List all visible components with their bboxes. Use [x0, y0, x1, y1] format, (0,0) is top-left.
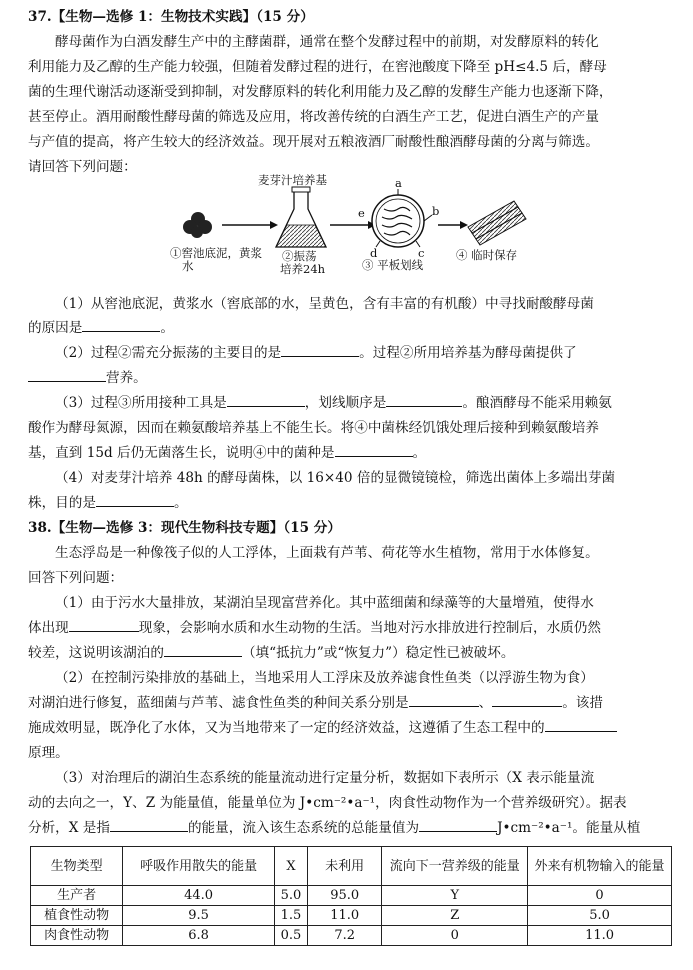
answer-blank[interactable]	[409, 692, 479, 707]
table-cell: 0	[382, 926, 528, 946]
energy-flow-table	[30, 846, 672, 946]
table-row	[31, 906, 672, 926]
q37-intro-line: 利用能力及乙醇的生产能力较强，但随着发酵过程的进行，在窖池酸度下降至 pH≤4.5 后，酵母	[28, 59, 607, 75]
step2-label-line2: 培养24h	[280, 262, 326, 276]
q37-4-line1: （4）对麦芽汁培养 48h 的酵母菌株，以 16×40 倍的显微镜镜检，筛选出菌体上多端出芽菌	[55, 470, 616, 486]
step1-label-line2: 水	[182, 259, 194, 273]
yeast-screening-diagram	[170, 173, 530, 276]
table-header-row	[31, 847, 672, 886]
table-header-cell: 生物类型	[31, 847, 123, 886]
q37-2-line2: 营养。	[28, 367, 668, 389]
answer-blank[interactable]	[110, 817, 188, 832]
flask-icon	[276, 187, 326, 247]
table-cell: 11.0	[528, 926, 672, 946]
q38-intro-line: 生态浮岛是一种像筏子似的人工浮体，上面栽有芦苇、荷花等水生植物，常用于水体修复。	[55, 545, 599, 561]
table-cell: 11.0	[307, 906, 382, 926]
table-cell: 肉食性动物	[31, 926, 123, 946]
table-cell: Y	[382, 886, 528, 906]
streak-label-a: a	[395, 176, 402, 190]
q38-1-line2: 体出现 现象，会影响水质和水生动物的生活。当地对污水排放进行控制后，水质仍然	[28, 617, 668, 639]
q38-3-line2: 动的去向之一，Y、Z 为能量值，能量单位为 J•cm⁻²•a⁻¹，肉食性动物作为一个营养级研究）。据表	[28, 795, 627, 811]
answer-blank[interactable]	[164, 642, 242, 657]
q38-1-line1: （1）由于污水大量排放，某湖泊呈现富营养化。其中蓝细菌和绿藻等的大量增殖，使得水	[55, 595, 594, 611]
q38-3-line3: 分析，X 是指 的能量，流入该生态系统的总能量值为 J•cm⁻²•a⁻¹。能量从植	[28, 817, 668, 839]
q37-intro-line: 请回答下列问题：	[28, 159, 137, 175]
q37-intro-line: 与产值的提高，将产生较大的经济效益。现开展对五粮液酒厂耐酸性酿酒酵母菌的分离与筛选。	[28, 134, 599, 150]
q38-2-line3: 施成效明显，既净化了水体，又为当地带来了一定的经济效益，这遵循了生态工程中的	[28, 717, 668, 739]
table-cell: 44.0	[123, 886, 275, 906]
step4-label: ④ 临时保存	[456, 248, 518, 262]
streak-label-d: d	[370, 246, 378, 260]
answer-blank[interactable]	[386, 392, 462, 407]
q37-intro-line: 甚至停止。酒用耐酸性酵母菌的筛选及应用，将改善传统的白酒生产工艺，促进白酒生产的产量	[28, 109, 599, 125]
q38-title: 38.【生物—选修 3：现代生物科技专题】（15 分）	[28, 520, 341, 536]
streak-label-e: e	[358, 206, 365, 220]
table-cell: 0.5	[274, 926, 307, 946]
answer-blank[interactable]	[69, 617, 139, 632]
step2-label: ②振荡	[282, 249, 317, 263]
table-header-cell: 流向下一营养级的能量	[382, 847, 528, 886]
q38-3-line1: （3）对治理后的湖泊生态系统的能量流动进行定量分析，数据如下表所示（X 表示能量流	[55, 770, 595, 786]
streak-label-b: b	[432, 204, 440, 218]
table-cell: Z	[382, 906, 528, 926]
q38-intro-line: 回答下列问题：	[28, 570, 124, 586]
mud-sample-icon	[183, 212, 212, 238]
q38-2-line1: （2）在控制污染排放的基础上，当地采用人工浮床及放养滤食性鱼类（以浮游生物为食）	[55, 670, 594, 686]
table-cell: 5.0	[274, 886, 307, 906]
answer-blank[interactable]	[28, 367, 106, 382]
streak-label-c: c	[418, 246, 425, 260]
step3-label: ③ 平板划线	[362, 258, 424, 272]
q37-title: 37.【生物—选修 1：生物技术实践】（15 分）	[28, 9, 314, 25]
table-header-cell: 外来有机物输入的能量	[528, 847, 672, 886]
table-row	[31, 926, 672, 946]
step1-label: ①窖池底泥，黄浆	[170, 246, 262, 260]
table-header-cell: 呼吸作用散失的能量	[123, 847, 275, 886]
table-cell: 6.8	[123, 926, 275, 946]
answer-blank[interactable]	[96, 492, 174, 507]
streak-plate-icon	[372, 189, 432, 247]
table-cell: 1.5	[274, 906, 307, 926]
medium-label: 麦芽汁培养基	[258, 173, 327, 187]
table-cell: 植食性动物	[31, 906, 123, 926]
q38-2-line2: 对湖泊进行修复，蓝细菌与芦苇、滤食性鱼类的种间关系分别是 、 。该措	[28, 692, 668, 714]
table-cell: 5.0	[528, 906, 672, 926]
q37-3-line2: 酸作为酵母氮源，因而在赖氨酸培养基上不能生长。将④中菌株经饥饿处理后接种到赖氨酸培养	[28, 420, 599, 436]
slant-tubes-icon	[468, 201, 526, 245]
q37-3-line3: 基，直到 15d 后仍无菌落生长，说明④中的菌种是 。	[28, 442, 668, 464]
table-cell: 生产者	[31, 886, 123, 906]
answer-blank[interactable]	[82, 317, 160, 332]
q37-intro-line: 菌的生理代谢活动逐渐受到抑制，对发酵原料的转化利用能力及乙醇的发酵生产能力也逐渐下降，	[28, 84, 613, 100]
answer-blank[interactable]	[227, 392, 305, 407]
answer-blank[interactable]	[545, 717, 617, 732]
q37-2-line1: （2）过程②需充分振荡的主要目的是 。过程②所用培养基为酵母菌提供了	[55, 342, 668, 364]
table-header-cell: X	[274, 847, 307, 886]
table-row	[31, 886, 672, 906]
table-cell: 0	[528, 886, 672, 906]
table-header-cell: 未利用	[307, 847, 382, 886]
q37-4-line2: 株，目的是 。	[28, 492, 668, 514]
q38-2-line4: 原理。	[28, 745, 69, 761]
answer-blank[interactable]	[335, 442, 413, 457]
answer-blank[interactable]	[419, 817, 497, 832]
answer-blank[interactable]	[281, 342, 359, 357]
q37-1-line2: 的原因是 。	[28, 317, 668, 339]
table-cell: 7.2	[307, 926, 382, 946]
q38-1-line3: 较差，这说明该湖泊的 （填“抵抗力”或“恢复力”）稳定性已被破坏。	[28, 642, 668, 664]
table-cell: 95.0	[307, 886, 382, 906]
q37-3-line1: （3）过程③所用接种工具是 ，划线顺序是 。酿酒酵母不能采用赖氨	[55, 392, 668, 414]
table-cell: 9.5	[123, 906, 275, 926]
q37-1-line1: （1）从窖池底泥，黄浆水（窖底部的水，呈黄色，含有丰富的有机酸）中寻找耐酸酵母菌	[55, 296, 594, 312]
answer-blank[interactable]	[492, 692, 562, 707]
q37-intro-line: 酵母菌作为白酒发酵生产中的主酵菌群，通常在整个发酵过程中的前期，对发酵原料的转化	[55, 34, 599, 50]
